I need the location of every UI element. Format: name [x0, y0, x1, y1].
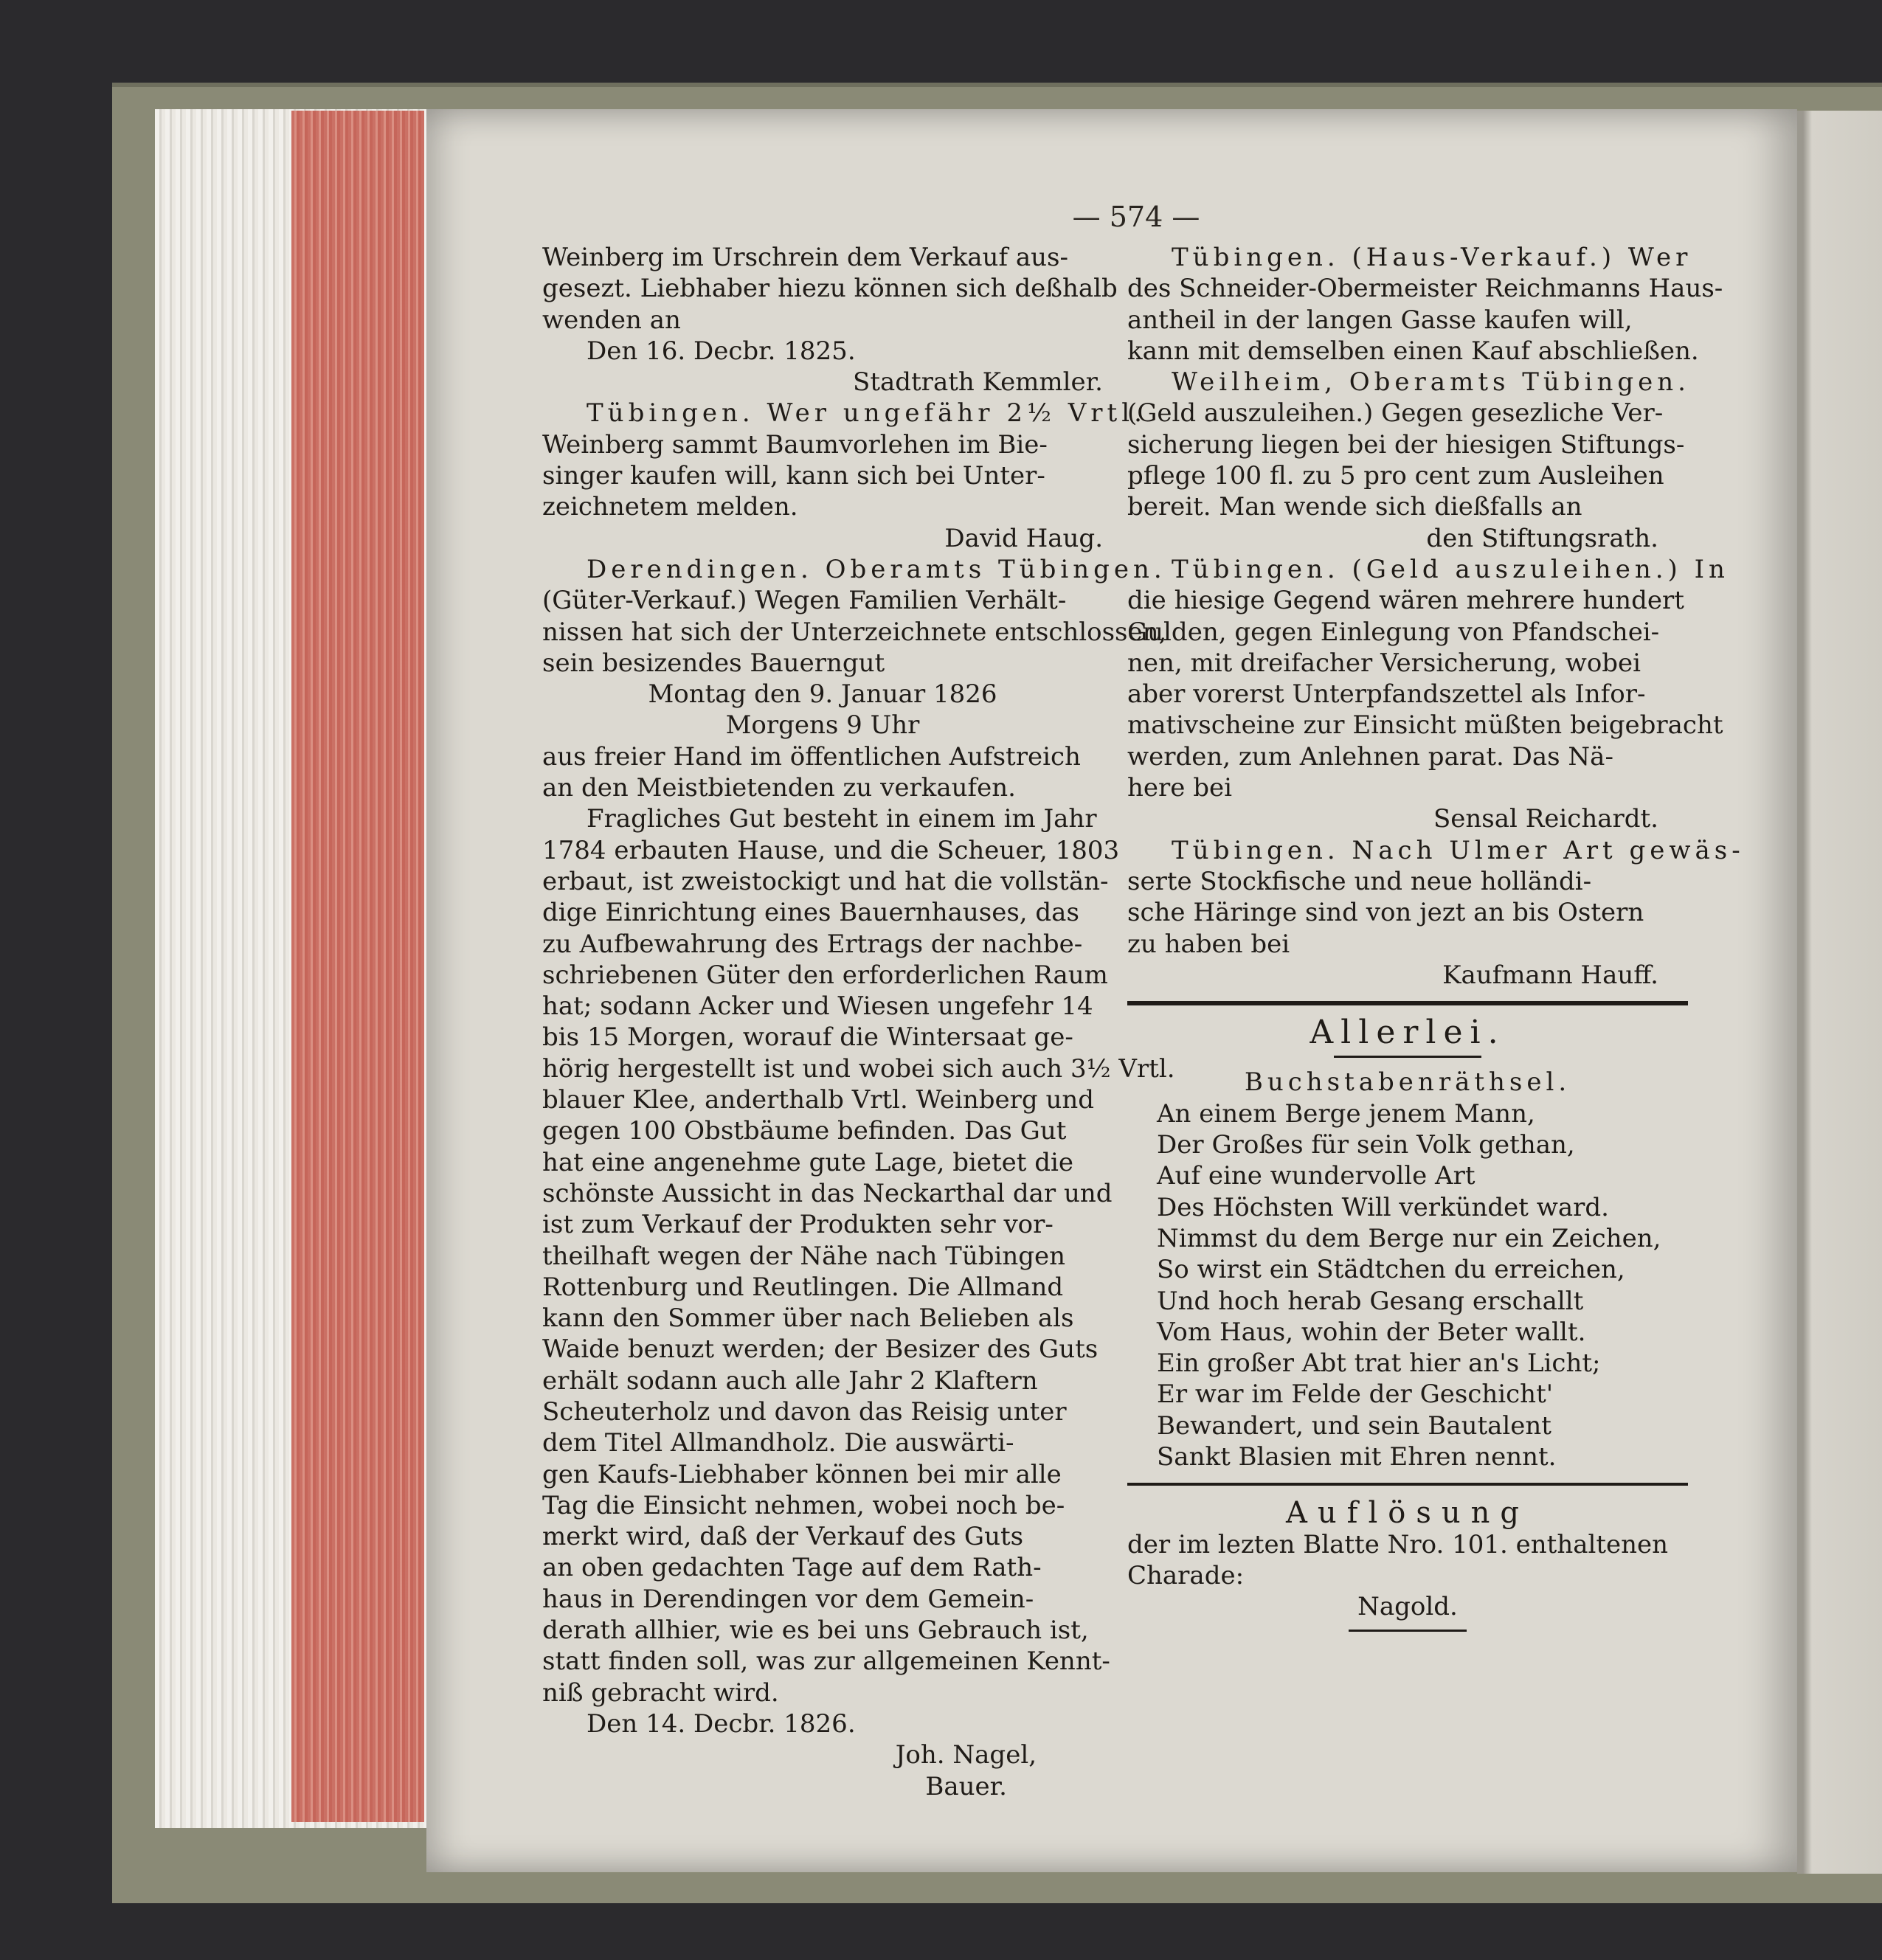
poem-line: Nimmst du dem Berge nur ein Zeichen, — [1157, 1223, 1661, 1253]
poem-line: Sankt Blasien mit Ehren nennt. — [1157, 1441, 1557, 1472]
poem-line: Auf eine wundervolle Art — [1157, 1161, 1475, 1191]
text-line: zu Aufbewahrung des Ertrags der nachbe- — [542, 929, 1083, 959]
ad-heading: Tübingen. Wer ungefähr 2½ Vrtl. — [587, 398, 1146, 429]
heading-underline — [1334, 1056, 1481, 1058]
text-line: hörig hergestellt ist und wobei sich auch 3½ Vrtl. — [542, 1053, 1175, 1084]
text-line: antheil in der langen Gasse kaufen will, — [1127, 305, 1633, 335]
text-line: Weinberg sammt Baumvorlehen im Bie- — [542, 429, 1048, 460]
text-line: zeichnetem melden. — [542, 492, 798, 522]
poem-line: So wirst ein Städtchen du erreichen, — [1157, 1255, 1625, 1285]
text-line: hat; sodann Acker und Wiesen ungefehr 14 — [542, 991, 1093, 1022]
text-line: dem Titel Allmandholz. Die auswärti- — [542, 1428, 1014, 1458]
date-line: Den 16. Decbr. 1825. — [587, 336, 856, 366]
text-line: Fragliches Gut besteht in einem im Jahr — [587, 804, 1097, 834]
text-line: sche Häringe sind von jezt an bis Ostern — [1127, 898, 1644, 928]
signature-role: Bauer. — [925, 1771, 1007, 1801]
date-line: Den 14. Decbr. 1826. — [587, 1708, 856, 1739]
ad-heading: Tübingen. (Haus-Verkauf.) Wer — [1172, 243, 1692, 272]
text-line: dige Einrichtung eines Bauernhauses, das — [542, 898, 1079, 928]
red-page-edges — [291, 111, 424, 1822]
text-line: 1784 erbauten Hause, und die Scheuer, 1803 — [542, 835, 1120, 865]
ad-heading: Tübingen. Nach Ulmer Art gewäs- — [1172, 835, 1745, 865]
text-line: Weinberg im Urschrein dem Verkauf aus- — [542, 243, 1068, 272]
left-column — [542, 242, 1175, 1802]
poem-line: Vom Haus, wohin der Beter wallt. — [1157, 1317, 1586, 1347]
facing-page-edge — [1797, 111, 1882, 1874]
text-line: zu haben bei — [1127, 929, 1290, 959]
text-line: kann den Sommer über nach Belieben als — [542, 1303, 1074, 1334]
poem-line: Er war im Felde der Geschicht' — [1157, 1379, 1554, 1410]
ad-heading: Weilheim, Oberamts Tübingen. — [1172, 367, 1690, 398]
text-line: blauer Klee, anderthalb Vrtl. Weinberg und — [542, 1085, 1094, 1115]
text-line: nissen hat sich der Unterzeichnete entschlossen, — [542, 617, 1167, 647]
section-divider — [1127, 1483, 1688, 1486]
auction-time: Morgens 9 Uhr — [725, 710, 920, 741]
auction-date: Montag den 9. Januar 1826 — [648, 679, 997, 710]
text-line: erhält sodann auch alle Jahr 2 Klaftern — [542, 1365, 1038, 1396]
text-line: sein besizendes Bauerngut — [542, 648, 885, 678]
text-line: werden, zum Anlehnen parat. Das Nä- — [1127, 741, 1613, 772]
text-line: sicherung liegen bei der hiesigen Stiftungs- — [1127, 429, 1685, 460]
page-number: — 574 — — [1072, 201, 1200, 233]
riddle-title: Buchstabenräthsel. — [1244, 1067, 1571, 1098]
poem — [1127, 1098, 1688, 1473]
text-line: ist zum Verkauf der Produkten sehr vor- — [542, 1210, 1054, 1240]
solution-heading: Auflösung — [1286, 1496, 1529, 1531]
poem-line: Bewandert, und sein Bautalent — [1157, 1410, 1551, 1441]
text-line: gegen 100 Obstbäume befinden. Das Gut — [542, 1116, 1067, 1146]
text-line: bis 15 Morgen, worauf die Wintersaat ge- — [542, 1022, 1073, 1053]
signature: David Haug. — [944, 523, 1103, 553]
signature: Stadtrath Kemmler. — [853, 367, 1103, 398]
text-line: (Geld auszuleihen.) Gegen gesezliche Ver- — [1127, 398, 1664, 429]
text-line: haus in Derendingen vor dem Gemein- — [542, 1584, 1034, 1614]
text-line: der im lezten Blatte Nro. 101. enthaltenen — [1127, 1529, 1669, 1559]
text-line: an oben gedachten Tage auf dem Rath- — [542, 1553, 1042, 1583]
text-line: aber vorerst Unterpfandszettel als Infor- — [1127, 679, 1646, 710]
signature: Sensal Reichardt. — [1433, 804, 1658, 834]
text-line: Charade: — [1127, 1560, 1245, 1590]
text-line: erbaut, ist zweistockigt und hat die vollstän- — [542, 866, 1109, 896]
ad-heading: Tübingen. (Geld auszuleihen.) In — [1172, 554, 1729, 584]
text-line: mativscheine zur Einsicht müßten beigebracht — [1127, 710, 1723, 741]
text-line: kann mit demselben einen Kauf abschließen. — [1127, 336, 1699, 366]
section-divider — [1127, 1001, 1688, 1005]
text-line: des Schneider-Obermeister Reichmanns Haus- — [1127, 274, 1723, 304]
text-line: aus freier Hand im öffentlichen Aufstreich — [542, 741, 1081, 772]
text-line: derath allhier, wie es bei uns Gebrauch ist, — [542, 1616, 1089, 1646]
section-heading: Allerlei. — [1310, 1014, 1506, 1052]
text-line: merkt wird, daß der Verkauf des Guts — [542, 1522, 1024, 1552]
poem-line: Und hoch herab Gesang erschallt — [1157, 1286, 1584, 1316]
text-line: gesezt. Liebhaber hiezu können sich deßhalb — [542, 274, 1118, 304]
ad-heading: Derendingen. Oberamts Tübingen. — [587, 554, 1166, 584]
text-line: schriebenen Güter den erforderlichen Raum — [542, 960, 1108, 990]
poem-line: An einem Berge jenem Mann, — [1157, 1098, 1535, 1129]
text-line: die hiesige Gegend wären mehrere hundert — [1127, 586, 1684, 616]
text-line: singer kaufen will, kann sich bei Unter- — [542, 461, 1045, 491]
signature: den Stiftungsrath. — [1426, 523, 1658, 553]
right-column — [1127, 242, 1745, 1641]
text-line: an den Meistbietenden zu verkaufen. — [542, 773, 1016, 803]
text-line: (Güter-Verkauf.) Wegen Familien Verhält- — [542, 586, 1067, 616]
text-line: theilhaft wegen der Nähe nach Tübingen — [542, 1241, 1066, 1271]
text-line: nen, mit dreifacher Versicherung, wobei — [1127, 648, 1641, 678]
signature: Kaufmann Hauff. — [1442, 960, 1658, 990]
text-line: Scheuterholz und davon das Reisig unter — [542, 1396, 1067, 1427]
text-line: schönste Aussicht in das Neckarthal dar und — [542, 1178, 1113, 1208]
text-line: niß gebracht wird. — [542, 1677, 779, 1708]
poem-line: Des Höchsten Will verkündet ward. — [1157, 1192, 1609, 1222]
text-line: Rottenburg und Reutlingen. Die Allmand — [542, 1272, 1064, 1302]
text-line: wenden an — [542, 305, 681, 335]
text-line: statt finden soll, was zur allgemeinen Kennt- — [542, 1646, 1110, 1677]
text-line: Tag die Einsicht nehmen, wobei noch be- — [542, 1490, 1065, 1520]
text-line: bereit. Man wende sich dießfalls an — [1127, 492, 1582, 522]
solution-answer: Nagold. — [1357, 1592, 1458, 1622]
text-line: gen Kaufs-Liebhaber können bei mir alle — [542, 1459, 1062, 1489]
text-line: here bei — [1127, 773, 1232, 803]
poem-line: Der Großes für sein Volk gethan, — [1157, 1130, 1575, 1160]
text-line: pflege 100 fl. zu 5 pro cent zum Ausleihen — [1127, 461, 1664, 491]
text-line: hat eine angenehme gute Lage, bietet die — [542, 1147, 1073, 1177]
text-line: Waide benuzt werden; der Besizer des Guts — [542, 1334, 1099, 1365]
signature: Joh. Nagel, — [895, 1740, 1037, 1770]
poem-line: Ein großer Abt trat hier an's Licht; — [1157, 1348, 1601, 1379]
text-line: Gulden, gegen Einlegung von Pfandschei- — [1127, 617, 1660, 647]
text-line: serte Stockfische und neue holländi- — [1127, 866, 1592, 896]
end-ornament — [1349, 1630, 1467, 1632]
